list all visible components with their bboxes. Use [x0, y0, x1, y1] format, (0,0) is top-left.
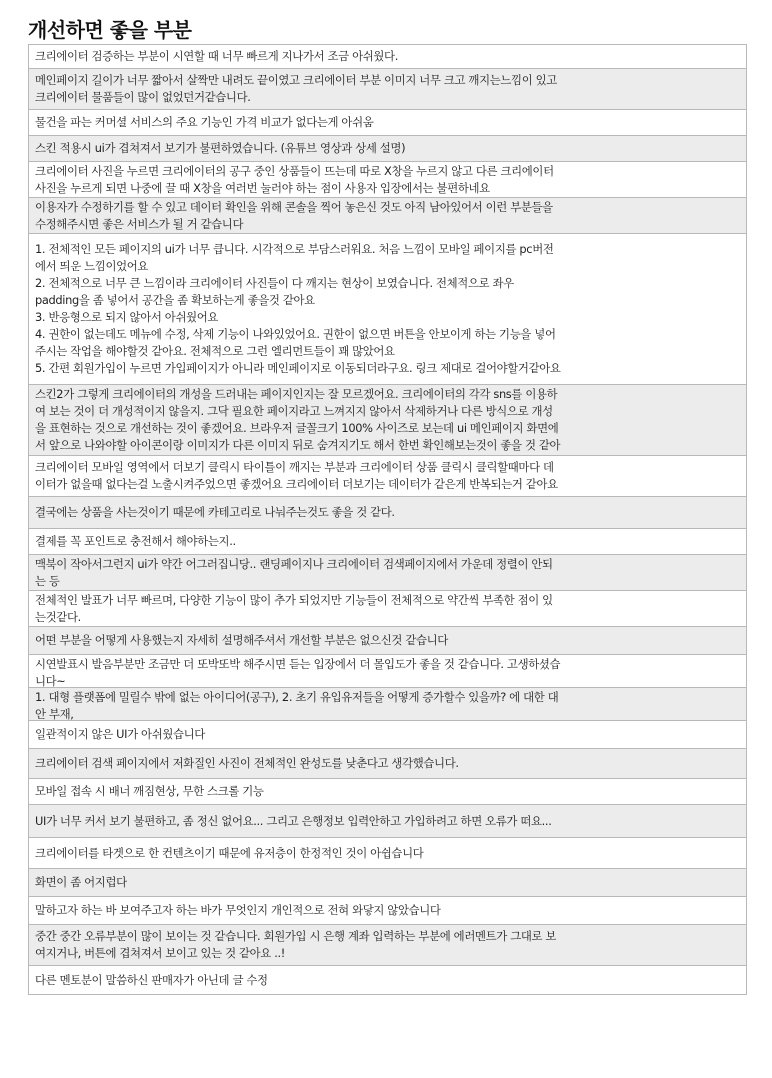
- feedback-cell: [29, 136, 747, 162]
- feedback-text: 메인페이지 길이가 너무 짧아서 살짝만 내려도 끝이였고 크리에이터 부분 이미지 너무 크고 깨지는느낌이 있고 크리에이터 물품들이 많이 없었던거같습니다.: [35, 73, 557, 104]
- feedback-cell: [29, 162, 747, 198]
- feedback-row: [29, 110, 747, 136]
- feedback-row: [29, 627, 747, 655]
- feedback-row: [29, 136, 747, 162]
- feedback-cell: [29, 627, 747, 655]
- feedback-row: [29, 45, 747, 69]
- feedback-row: [29, 198, 747, 234]
- feedback-row: [29, 529, 747, 555]
- feedback-text: 결제를 꼭 포인트로 충전해서 해야하는지..: [35, 534, 236, 548]
- feedback-text: 다른 멘토분이 말씀하신 판매자가 아닌데 글 수정: [35, 972, 268, 987]
- feedback-table-body: [29, 45, 747, 995]
- feedback-cell: [29, 529, 747, 555]
- feedback-text: 일관적이지 않은 UI가 아쉬웠습니다: [35, 727, 205, 741]
- feedback-row: [29, 925, 747, 966]
- feedback-cell: [29, 555, 747, 591]
- feedback-row: [29, 688, 747, 721]
- feedback-cell: [29, 966, 747, 995]
- feedback-cell: [29, 869, 747, 897]
- feedback-cell: [29, 234, 747, 385]
- feedback-cell: [29, 198, 747, 234]
- feedback-cell: [29, 779, 747, 805]
- feedback-cell: [29, 688, 747, 721]
- feedback-row: [29, 779, 747, 805]
- feedback-cell: [29, 497, 747, 529]
- feedback-row: [29, 838, 747, 869]
- feedback-text: 물건을 파는 커머셜 서비스의 주요 기능인 가격 비교가 없다는게 아쉬움: [35, 115, 374, 129]
- feedback-row: [29, 234, 747, 385]
- feedback-row: [29, 655, 747, 688]
- feedback-text: 어떤 부분을 어떻게 사용했는지 자세히 설명해주셔서 개선할 부분은 없으신것 같습니다: [35, 633, 448, 647]
- feedback-text: 결국에는 상품을 사는것이기 때문에 카테고리로 나눠주는것도 좋을 것 같다.: [35, 505, 395, 519]
- feedback-row: [29, 162, 747, 198]
- feedback-text: 말하고자 하는 바 보여주고자 하는 바가 무엇인지 개인적으로 전혀 와닿지 않았습니다: [35, 903, 441, 917]
- feedback-row: [29, 385, 747, 456]
- feedback-text: 크리에이터 검색 페이지에서 저화질인 사진이 전체적인 완성도를 낮춘다고 생각했습니다.: [35, 756, 459, 770]
- feedback-text: 크리에이터를 타겟으로 한 컨텐츠이기 때문에 유저층이 한정적인 것이 아쉽습니다: [35, 845, 424, 860]
- feedback-text: 크리에이터 모바일 영역에서 더보기 클릭시 타이틀이 깨지는 부분과 크리에이터 상품 클릭시 클릭할때마다 데 이터가 없을때 없다는걸 노출시켜주었으면 좋겠어요 크리에이터 더보기는 데이터가 같은게 반복되는거 같아요: [35, 460, 558, 491]
- feedback-text: 시연발표시 발음부분만 조금만 더 또박또박 해주시면 듣는 입장에서 더 몰입도가 좋을 것 같습니다. 고생하셨습 니다~: [35, 656, 561, 687]
- feedback-cell: [29, 897, 747, 925]
- feedback-text: 맥북이 작아서그런지 ui가 약간 어그러집니당.. 랜딩페이지나 크리에이터 검색페이지에서 가운데 정렬이 안되 는 등: [35, 556, 553, 588]
- feedback-row: [29, 869, 747, 897]
- feedback-row: [29, 591, 747, 627]
- feedback-row: [29, 555, 747, 591]
- feedback-table: [28, 44, 747, 995]
- feedback-row: [29, 497, 747, 529]
- feedback-cell: [29, 925, 747, 966]
- feedback-text: UI가 너무 커서 보기 불편하고, 좀 정신 없어요... 그리고 은행정보 입력안하고 가입하려고 하면 오류가 떠요...: [35, 813, 552, 828]
- feedback-cell: [29, 385, 747, 456]
- feedback-cell: [29, 749, 747, 779]
- feedback-row: [29, 749, 747, 779]
- feedback-cell: [29, 721, 747, 749]
- feedback-text: 1. 전체적인 모든 페이지의 ui가 너무 큽니다. 시각적으로 부담스러워요. 처음 느낌이 모바일 페이지를 pc버전 에서 띄운 느낌이었어요 2. 전체적으로 너무 큰 느낌이라 크리에이터 사진들이 다 깨지는 현상이 보였습니다. 전체적으로 좌우 padding을 좀 넣어서 공간을 좀 확보하는게 좋을것 같아요 3. 반응형으로 되지 않아서 아쉬웠어요 4. 권한이 없는데도 메뉴에 수정, 삭제 기능이 나와있었어요. 권한이 없으면 버튼을 안보이게 하는 기능을 넣어 주시는 작업을 해야할것 같아요. 전체적으로 그런 엘리먼트들이 꽤 많았어요 5. 간편 회원가입이 누르면 가입페이지가 아니라 메인페이지로 이동되더라구요. 링크 제대로 걸어야할거같아요: [35, 242, 561, 375]
- feedback-row: [29, 966, 747, 995]
- feedback-text: 이용자가 수정하기를 할 수 있고 데이터 확인을 위해 콘솔을 찍어 놓은신 것도 아직 남아있어서 이런 부분들을 수정해주시면 좋은 서비스가 될 거 같습니다: [35, 199, 553, 231]
- feedback-text: 스킨2가 그렇게 크리에이터의 개성을 드러내는 페이지인지는 잘 모르겠어요. 크리에이터의 각각 sns를 이용하 여 보는 것이 더 개성적이지 않을지. 그닥 필요한 페이지라고 느껴지지 않아서 삭제하거나 다른 방식으로 개성 을 표현하는 것으로 개선하는 것이 좋겠어요. 브라우저 글꼴크기 100% 사이즈로 보는데 ui 메인페이지 화면에 서 앞으로 나와야할 아이콘이랑 이미지가 다른 이미지 뒤로 숨겨지기도 해서 한번 확인해보는것이 좋을 것 같아: [35, 387, 561, 452]
- feedback-text: 스킨 적용시 ui가 겹쳐져서 보기가 불편하였습니다. (유튜브 영상과 상세 설명): [35, 141, 406, 155]
- feedback-row: [29, 69, 747, 110]
- feedback-text: 중간 중간 오류부분이 많이 보이는 것 같습니다. 회원가입 시 은행 계좌 입력하는 부분에 에러멘트가 그대로 보 여지거나, 버튼에 겹쳐져서 보이고 있는 것 같아요 ..!: [35, 929, 557, 960]
- feedback-text: 크리에이터 사진을 누르면 크리에이터의 공구 중인 상품들이 뜨는데 따로 X창을 누르지 않고 다른 크리에이터 사진을 누르게 되면 나중에 끌 때 X창을 여러번 눌러야 하는 점이 사용자 입장에서는 불편하네요: [35, 163, 554, 195]
- feedback-text: 화면이 좀 어지럽다: [35, 875, 127, 889]
- feedback-text: 크리에이터 검증하는 부분이 시연할 때 너무 빠르게 지나가서 조금 아쉬웠다.: [35, 49, 398, 63]
- feedback-text: 1. 대형 플랫폼에 밀릴수 밖에 없는 아이디어(공구), 2. 초기 유입유저들을 어떻게 증가할수 있을까? 에 대한 대 안 부재,: [35, 689, 559, 720]
- feedback-row: [29, 897, 747, 925]
- feedback-cell: [29, 655, 747, 688]
- feedback-cell: [29, 456, 747, 497]
- feedback-text: 전체적인 발표가 너무 빠르며, 다양한 기능이 많이 추가 되었지만 기능들이 전체적으로 약간씩 부족한 점이 있 는것같다.: [35, 592, 553, 624]
- feedback-cell: [29, 69, 747, 110]
- feedback-row: [29, 721, 747, 749]
- feedback-cell: [29, 591, 747, 627]
- feedback-text: 모바일 접속 시 배너 깨짐현상, 무한 스크롤 기능: [35, 784, 264, 798]
- feedback-cell: [29, 45, 747, 69]
- feedback-cell: [29, 805, 747, 838]
- feedback-row: [29, 805, 747, 838]
- feedback-cell: [29, 838, 747, 869]
- feedback-row: [29, 456, 747, 497]
- page-title: 개선하면 좋을 부분: [28, 18, 192, 42]
- feedback-cell: [29, 110, 747, 136]
